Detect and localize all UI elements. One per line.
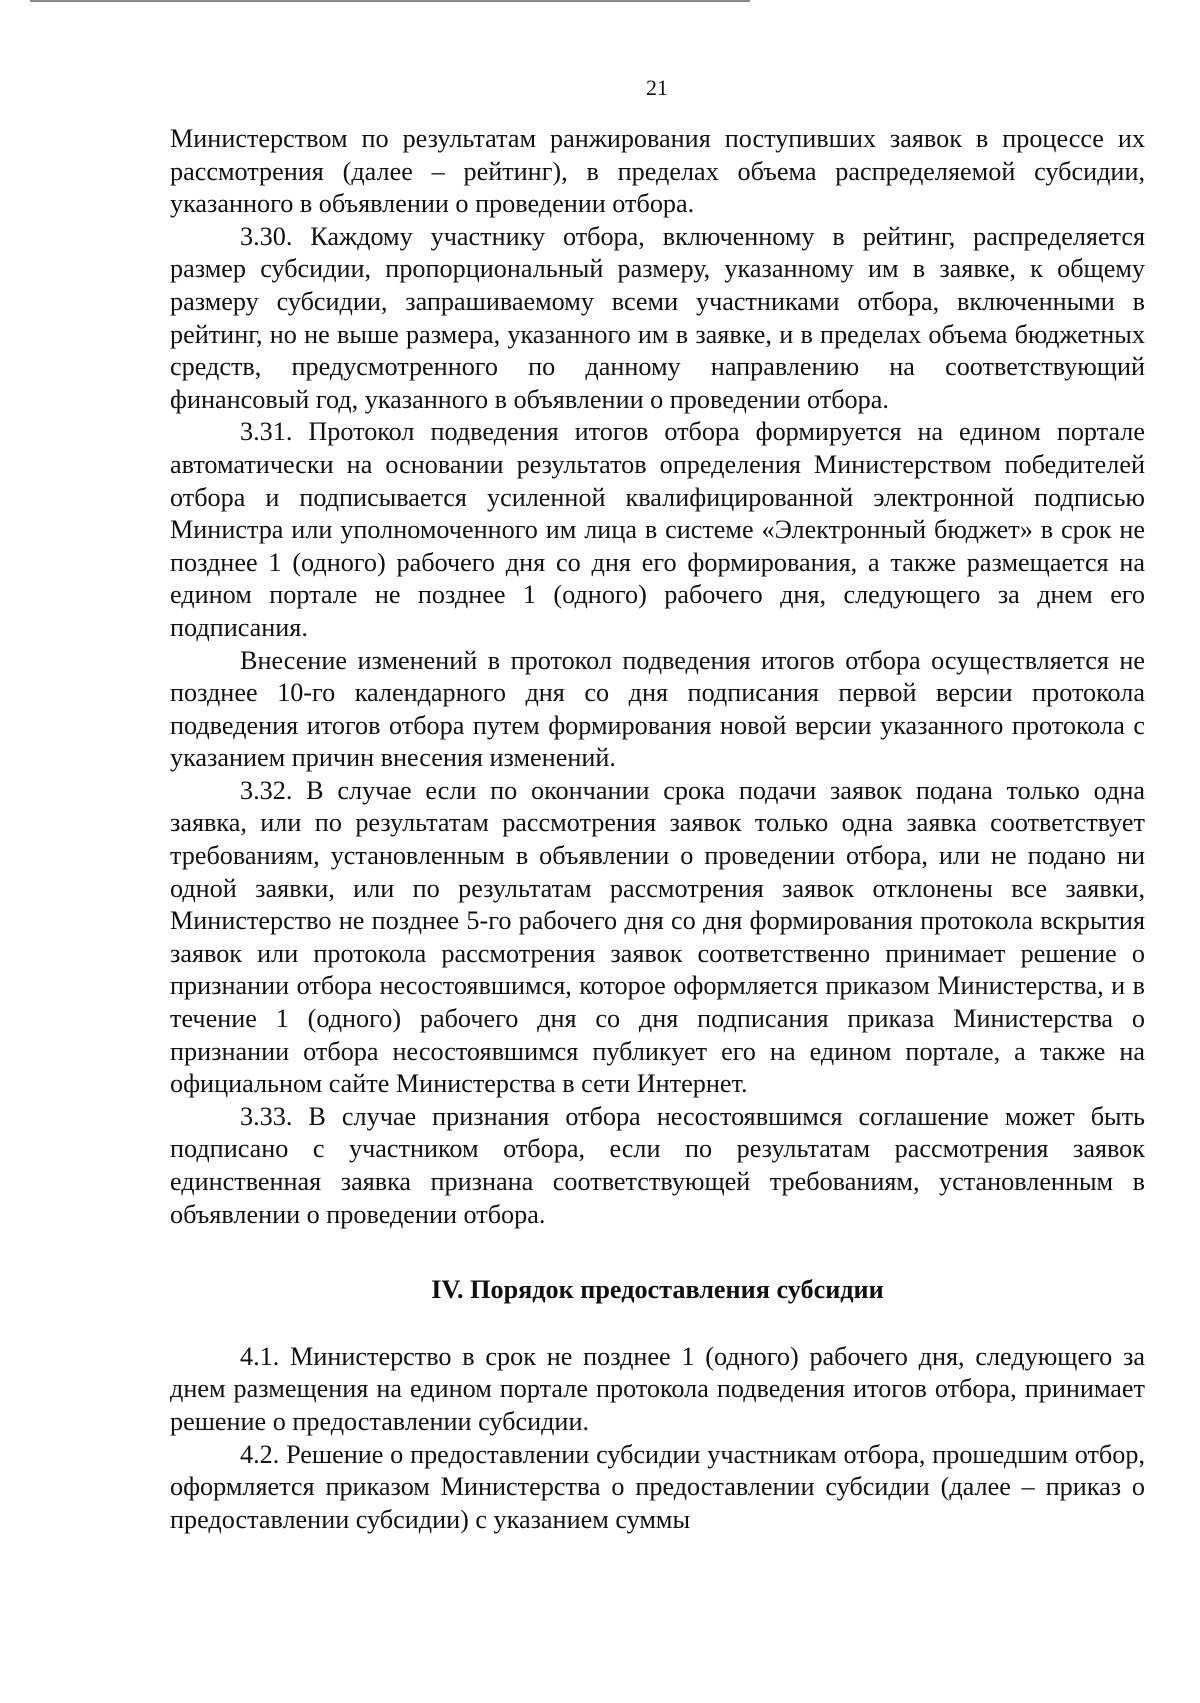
paragraph-3-32: 3.32. В случае если по окончании срока подачи заявок подана только одна заявка, или по результатам рассмотрения заявок только одна заявка соответствует требованиям, установленным в объявлении о проведении отбора, или не подано ни одной заявки, или по результатам рассмотрения заявок отклонены все заявки, Министерство не позднее 5-го рабочего дня со дня формирования протокола вскрытия заявок или протокола рассмотрения заявок соответственно принимает решение о признании отбора несостоявшимся, которое оформляется приказом Министерства, и в течение 1 (одного) рабочего дня со дня подписания приказа Министерства о признании отбора несостоявшимся публикует его на едином портале, а также на официальном сайте Министерства в сети Интернет. — [170, 775, 1145, 1099]
paragraph-continuation: Министерством по результатам ранжирования поступивших заявок в процессе их рассмотрения (далее – рейтинг), в пределах объема распределяемой субсидии, указанного в объявлении о проведении отбора. — [170, 124, 1145, 219]
paragraph-3-33: 3.33. В случае признания отбора несостоявшимся соглашение может быть подписано с участником отбора, если по результатам рассмотрения заявок единственная заявка признана соответствующей требованиям, установленным в объявлении о проведении отбора. — [170, 1101, 1145, 1229]
section-heading: IV. Порядок предоставления субсидии — [431, 1275, 884, 1305]
scan-edge-rule — [30, 0, 750, 2]
paragraph-3-30: 3.30. Каждому участнику отбора, включенному в рейтинг, распределяется размер субсидии, пропорциональный размеру, указанному им в заявке, к общему размеру субсидии, запрашиваемому всеми участниками отбора, включенными в рейтинг, но не выше размера, указанного им в заявке, и в пределах объема бюджетных средств, предусмотренного по данному направлению на соответствующий финансовый год, указанного в объявлении о проведении отбора. — [170, 221, 1145, 414]
paragraph-4-2: 4.2. Решение о предоставлении субсидии участникам отбора, прошедшим отбор, оформляется приказом Министерства о предоставлении субсидии (далее – приказ о предоставлении субсидии) с указанием суммы — [170, 1439, 1145, 1534]
page-number: 21 — [646, 75, 668, 100]
paragraph-4-1: 4.1. Министерство в срок не позднее 1 (одного) рабочего дня, следующего за днем размещения на едином портале протокола подведения итогов отбора, принимает решение о предоставлении субсидии. — [170, 1341, 1145, 1436]
paragraph-3-31: 3.31. Протокол подведения итогов отбора формируется на едином портале автоматически на основании результатов определения Министерством победителей отбора и подписывается усиленной квалифицированной электронной подписью Министра или уполномоченного им лица в системе «Электронный бюджет» в срок не позднее 1 (одного) рабочего дня со дня его формирования, а также размещается на едином портале не позднее 1 (одного) рабочего дня, следующего за днем его подписания. — [170, 417, 1145, 642]
paragraph-protocol-changes: Внесение изменений в протокол подведения итогов отбора осуществляется не позднее 10-го календарного дня со дня подписания первой версии протокола подведения итогов отбора путем формирования новой версии указанного протокола с указанием причин внесения изменений. — [170, 645, 1145, 773]
document-body — [170, 123, 1145, 1536]
